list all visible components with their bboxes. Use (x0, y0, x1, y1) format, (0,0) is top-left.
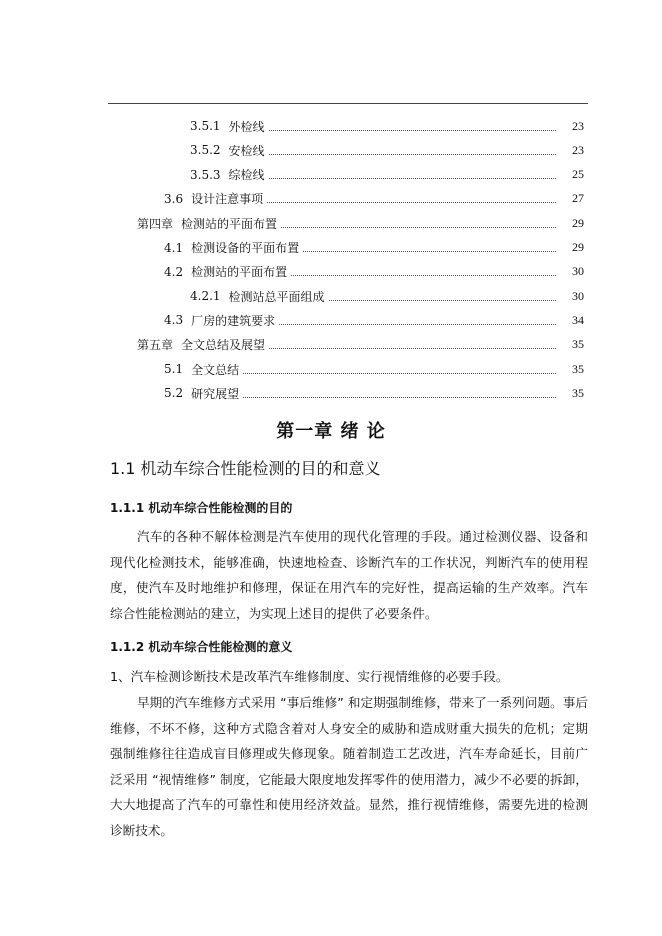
toc-leader-dots (269, 178, 556, 179)
toc-entry[interactable] (190, 286, 584, 306)
toc-entry-page: 23 (572, 142, 584, 157)
toc-leader-dots (267, 202, 556, 203)
toc-leader-dots (291, 275, 556, 276)
toc-entry-label: 检测站总平面组成 (228, 289, 325, 304)
section-title: 1.1 机动车综合性能检测的目的和意义 (110, 459, 381, 478)
toc-entry[interactable] (190, 116, 584, 136)
toc-entry[interactable] (190, 140, 584, 160)
list-item-1: 1、汽车检测诊断技术是改革汽车维修制度、实行视情维修的必要手段。 (110, 669, 509, 684)
toc-entry[interactable] (164, 238, 584, 258)
paragraph-purpose: 汽车的各种不解体检测是汽车使用的现代化管理的手段。通过检测仪器、设备和现代化检测技术，能够准确，快速地检查、诊断汽车的工作状况，判断汽车的使用程度，使汽车及时地维护和修理，保证在用汽车的完好性，提高运输的生产效率。汽车综合性能检测站的建立，为实现上述目的提供了必要条件。 (110, 529, 588, 621)
toc-leader-dots (329, 300, 556, 301)
subsection-title-purpose: 1.1.1 机动车综合性能检测的目的 (110, 501, 293, 515)
toc-entry-page: 30 (572, 288, 584, 303)
toc-leader-dots (281, 227, 556, 228)
toc-leader-dots (269, 348, 556, 349)
header-rule (108, 103, 588, 104)
toc-entry[interactable] (137, 335, 584, 355)
toc-entry-label: 研究展望 (191, 386, 240, 401)
toc-entry-number: 4.2 (164, 264, 184, 279)
toc-leader-dots (269, 130, 556, 131)
toc-entry-number: 第四章 (137, 216, 174, 231)
toc-entry-label: 全文总结 (191, 362, 240, 377)
subsection-title-significance: 1.1.2 机动车综合性能检测的意义 (110, 640, 293, 654)
toc-entry-number: 第五章 (137, 338, 174, 353)
toc-entry-page: 25 (572, 167, 584, 182)
toc-entry-number: 5.1 (164, 362, 184, 376)
toc-entry[interactable] (137, 213, 584, 233)
toc-leader-dots (303, 251, 556, 252)
toc-entry-page: 29 (572, 215, 584, 230)
toc-leader-dots (243, 373, 556, 374)
toc-entry-page: 27 (572, 191, 584, 206)
toc-entry-number: 4.2.1 (190, 289, 221, 304)
toc-leader-dots (269, 154, 556, 155)
toc-entry-page: 23 (572, 118, 584, 133)
toc-entry-number: 3.6 (164, 191, 184, 206)
toc-entry-label: 全文总结及展望 (181, 338, 266, 353)
toc-entry-number: 4.3 (164, 313, 184, 328)
toc-entry-page: 35 (572, 361, 584, 376)
toc-entry-page: 35 (572, 337, 584, 352)
toc-leader-dots (279, 324, 556, 325)
toc-entry-number: 3.5.3 (190, 167, 221, 182)
toc-entry-number: 3.5.2 (190, 143, 221, 158)
toc-entry[interactable] (164, 262, 584, 282)
toc-entry[interactable] (164, 310, 584, 330)
toc-entry-label: 综检线 (228, 168, 265, 183)
toc-entry-label: 外检线 (228, 119, 265, 134)
toc-entry-label: 厂房的建筑要求 (191, 313, 276, 328)
toc-entry-number: 4.1 (164, 240, 184, 255)
toc-entry-page: 35 (572, 385, 584, 400)
toc-entry-number: 5.2 (164, 386, 184, 401)
toc-entry-page: 34 (572, 312, 584, 327)
chapter-title: 第一章 绪 论 (276, 421, 386, 442)
toc-entry-label: 安检线 (228, 143, 265, 158)
toc-entry-label: 检测站的平面布置 (181, 216, 278, 231)
toc-entry[interactable] (190, 165, 584, 185)
toc-entry-label: 检测设备的平面布置 (191, 241, 300, 255)
toc-entry[interactable] (164, 359, 584, 379)
paragraph-significance: 早期的汽车维修方式采用 “事后维修” 和定期强制维修，带来了一系列问题。事后维修，不坏不修，这种方式隐含着对人身安全的威胁和造成财重大损失的危机；定期强制维修往往造成盲目修理或失修现象。随着制造工艺改进，汽车寿命延长，目前广泛采用 “视情维修” 制度，它能最大限度地发挥零件的使用潜力，减少不必要的拆卸，大大地提高了汽车的可靠性和使用经济效益。显然，推行视情维修，需要先进的检测诊断技术。 (110, 695, 588, 838)
toc-entry-label: 设计注意事项 (191, 192, 264, 207)
toc-entry[interactable] (164, 383, 584, 403)
toc-entry-page: 29 (572, 240, 584, 254)
toc-leader-dots (243, 397, 556, 398)
toc-entry[interactable] (164, 189, 584, 209)
toc-entry-page: 30 (572, 264, 584, 279)
toc-entry-label: 检测站的平面布置 (191, 265, 288, 280)
toc-entry-number: 3.5.1 (190, 119, 221, 133)
